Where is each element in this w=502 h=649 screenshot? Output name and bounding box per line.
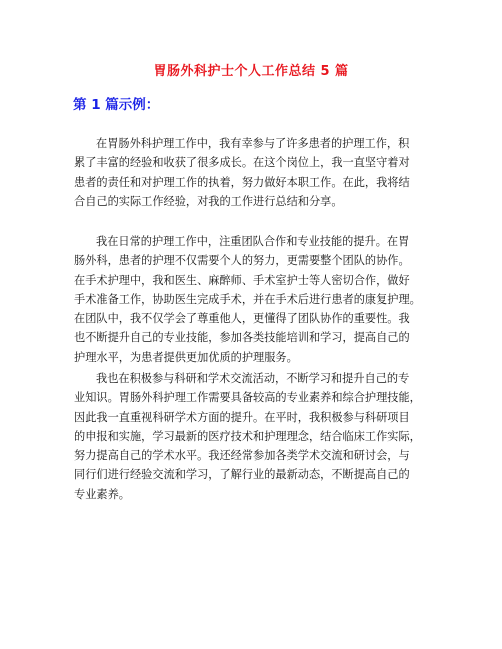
paragraph-line: 患者的责任和对护理工作的执着，努力做好本职工作。在此，我将结: [74, 175, 410, 189]
paragraph-1: [74, 134, 454, 211]
paragraph-line: 因此我一直重视科研学术方面的提升。在平时，我积极参与科研项目: [74, 410, 410, 424]
paragraph-line: 也不断提升自己的专业技能，参加各类技能培训和学习，提高自己的: [74, 331, 410, 345]
paragraph-line: 我也在积极参与科研和学术交流活动，不断学习和提升自己的专: [96, 372, 410, 385]
paragraph-3: [74, 369, 454, 504]
document-title: 胃肠外科护士个人工作总结 5 篇: [153, 64, 349, 79]
paragraph-2: [74, 232, 454, 367]
paragraph-line: 在手术护理中，我和医生、麻醉师、手术室护士等人密切合作，做好: [74, 273, 410, 287]
paragraph-line: 同行们进行经验交流和学习，了解行业的最新动态，不断提高自己的: [74, 468, 410, 482]
paragraph-line: 累了丰富的经验和收获了很多成长。在这个岗位上，我一直坚守着对: [74, 156, 410, 170]
paragraph-line: 专业素养。: [74, 487, 130, 501]
paragraph-line: 手术准备工作，协助医生完成手术，并在手术后进行患者的康复护理。: [74, 292, 421, 306]
paragraph-line: 我在日常的护理工作中，注重团队合作和专业技能的提升。在胃: [96, 235, 410, 248]
paragraph-line: 合自己的实际工作经验，对我的工作进行总结和分享。: [74, 194, 343, 208]
paragraph-line: 肠外科，患者的护理不仅需要个人的努力，更需要整个团队的协作。: [74, 254, 410, 268]
paragraph-line: 在团队中，我不仅学会了尊重他人，更懂得了团队协作的重要性。我: [74, 312, 410, 326]
paragraph-line: 护理水平，为患者提供更加优质的护理服务。: [74, 350, 298, 364]
paragraph-line: 业知识。胃肠外科护理工作需要具备较高的专业素养和综合护理技能，: [74, 391, 421, 405]
section-heading: 第 1 篇示例：: [73, 97, 160, 113]
paragraph-line: 在胃肠外科护理工作中，我有幸参与了许多患者的护理工作，积: [96, 137, 410, 150]
paragraph-line: 努力提高自己的学术水平。我还经常参加各类学术交流和研讨会，与: [74, 449, 410, 463]
paragraph-line: 的申报和实施，学习最新的医疗技术和护理理念，结合临床工作实际，: [74, 429, 421, 443]
